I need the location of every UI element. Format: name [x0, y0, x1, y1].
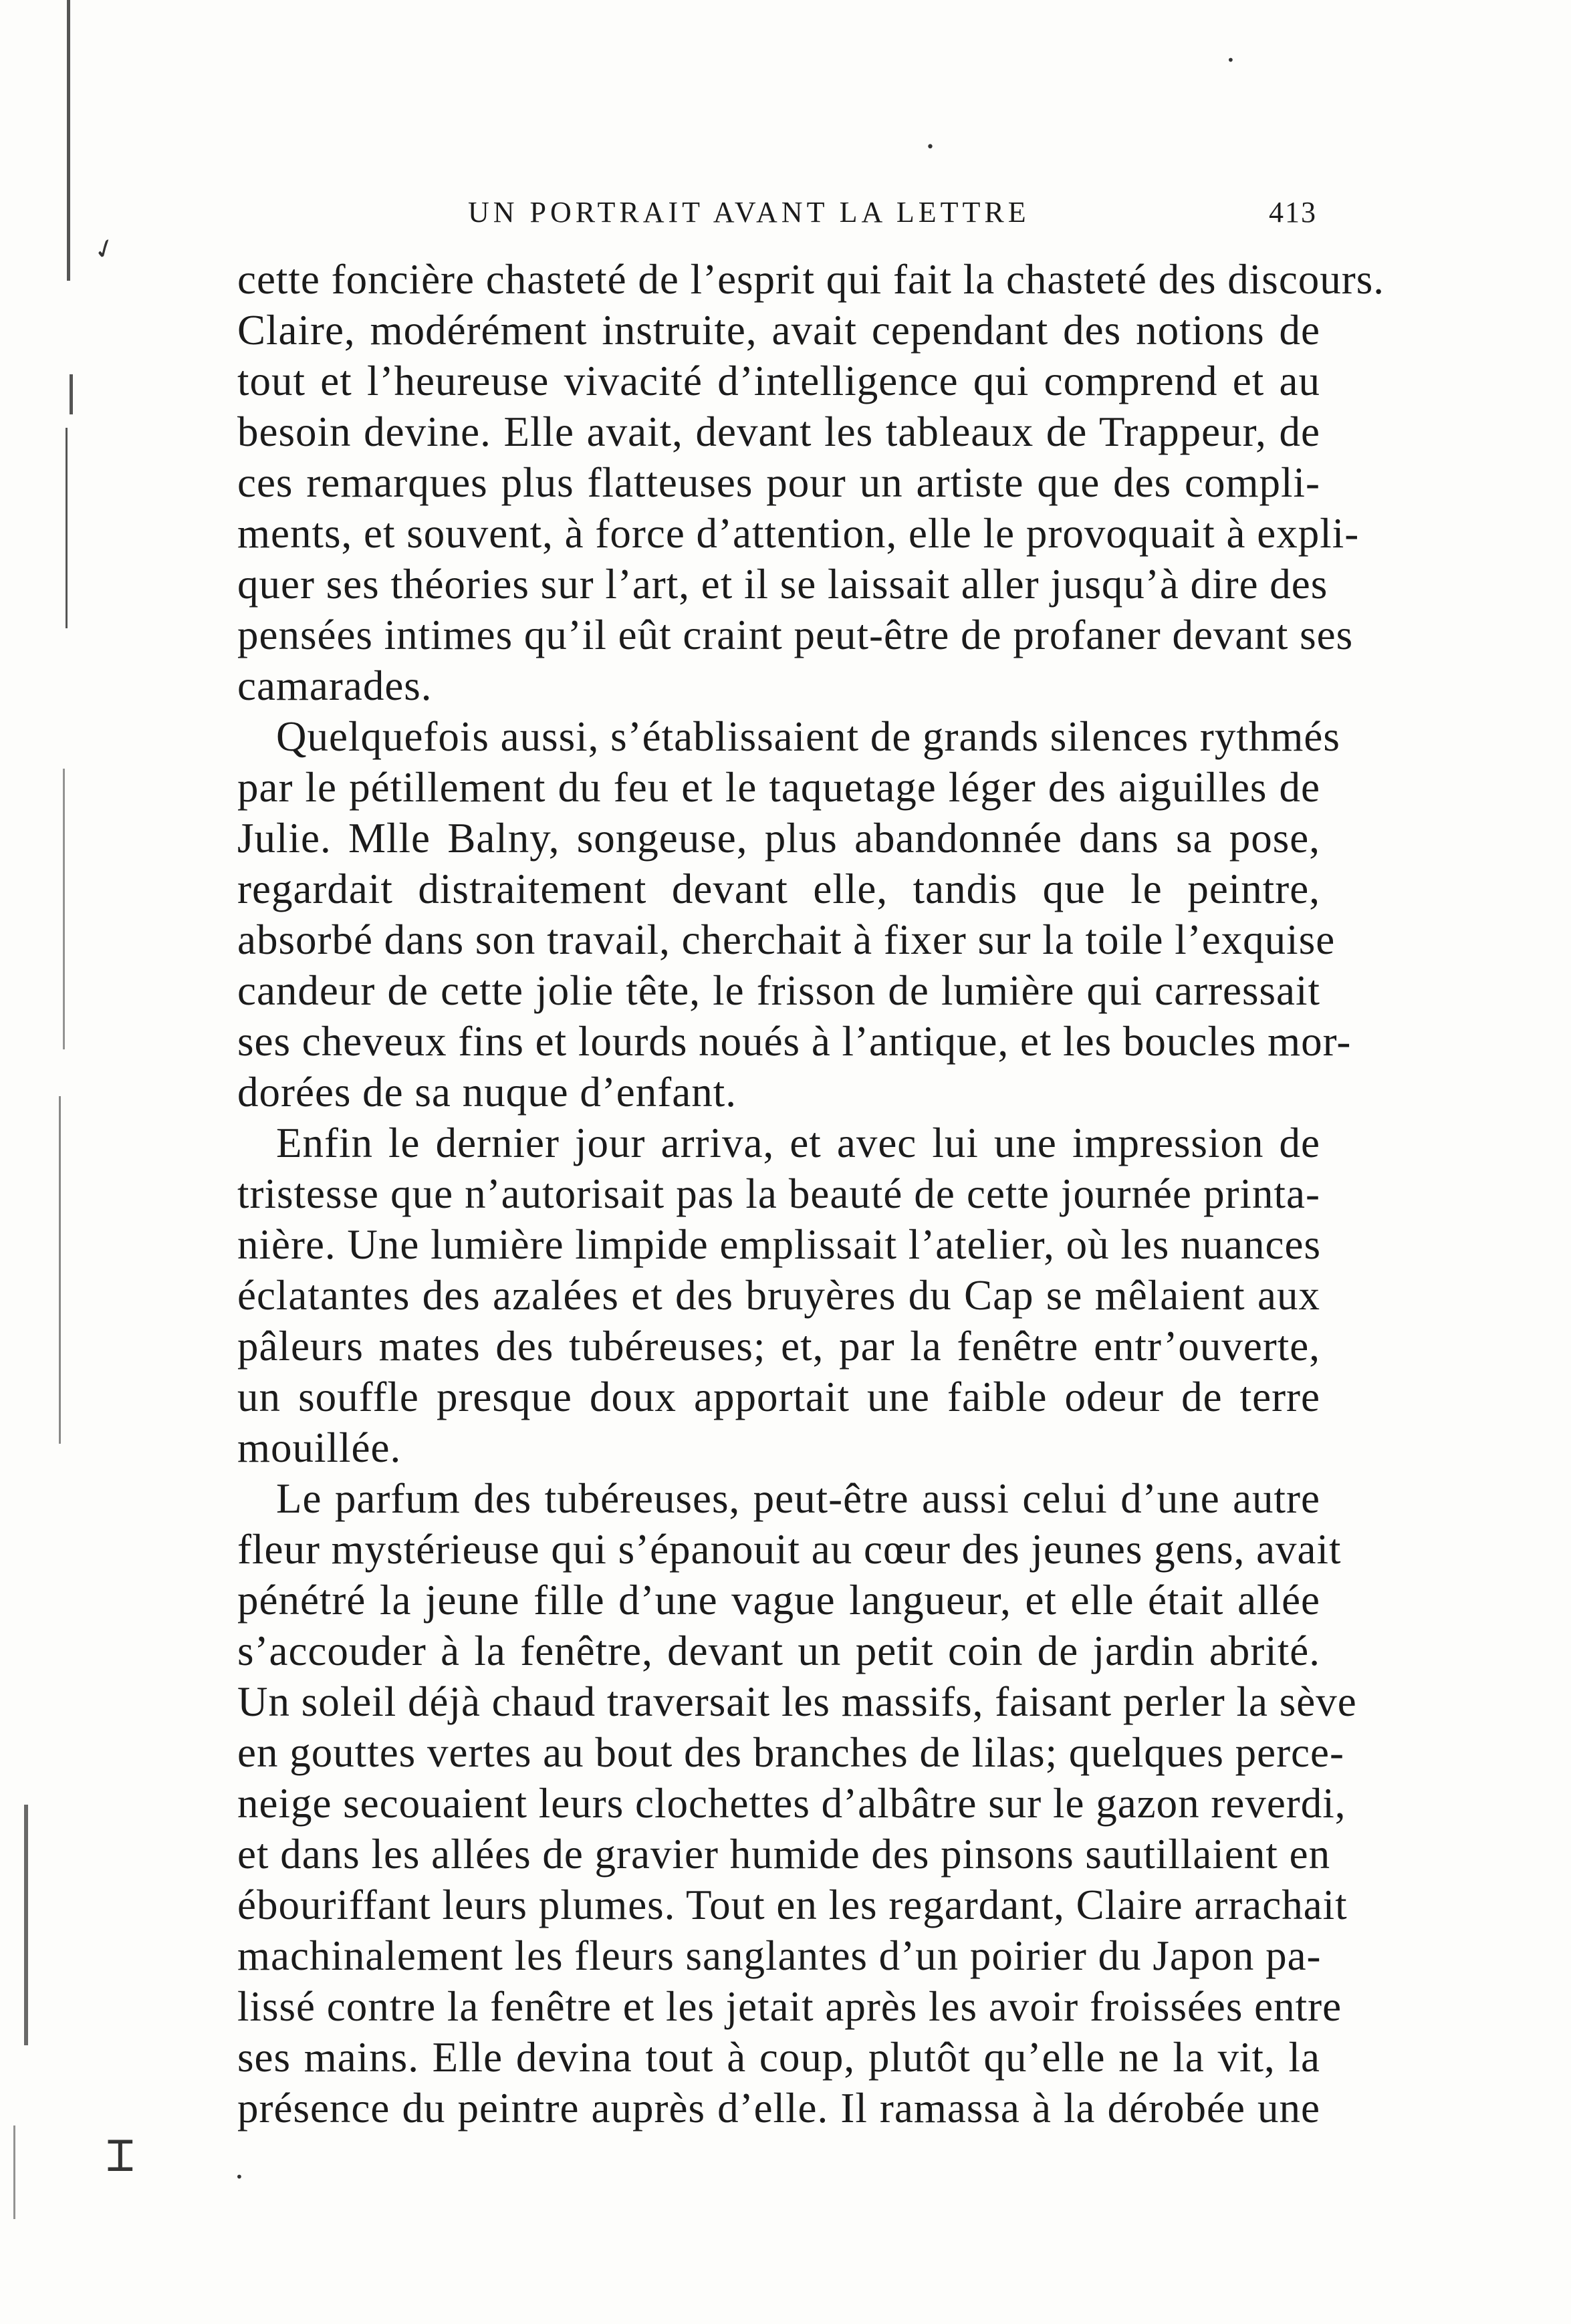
- scan-edge-line: [59, 1096, 61, 1444]
- running-header: [241, 188, 1317, 235]
- margin-dot: •: [1227, 52, 1235, 68]
- text-line: regardait distraitement devant elle, tandis que le peintre,: [237, 866, 1320, 912]
- margin-glyph: Ꮖ: [107, 2132, 136, 2182]
- text-line: ses mains. Elle devina tout à coup, plutôt qu’elle ne la vit, la: [237, 2034, 1320, 2081]
- text-line: nière. Une lumière limpide emplissait l’atelier, où les nuances: [237, 1221, 1321, 1268]
- margin-dot: •: [926, 139, 935, 156]
- text-line: mouillée.: [237, 1424, 402, 1471]
- text-line: ces remarques plus flatteuses pour un artiste que des compli-: [237, 459, 1320, 506]
- text-line: ments, et souvent, à force d’attention, elle le provoquait à expli-: [237, 510, 1360, 557]
- text-line: Quelquefois aussi, s’établissaient de grands silences rythmés: [276, 713, 1340, 760]
- margin-dot: •: [235, 2169, 243, 2185]
- scan-edge-line: [13, 2125, 15, 2219]
- text-line: quer ses théories sur l’art, et il se laissait aller jusqu’à dire des: [237, 561, 1328, 608]
- body-text: [237, 254, 1385, 2134]
- scan-edge-line: [63, 769, 65, 1049]
- page-number: 413: [1269, 196, 1317, 229]
- text-line: absorbé dans son travail, cherchait à fixer sur la toile l’exquise: [237, 916, 1336, 963]
- text-line: candeur de cette jolie tête, le frisson de lumière qui carressait: [237, 967, 1320, 1014]
- text-line: éclatantes des azalées et des bruyères du Cap se mêlaient aux: [237, 1272, 1320, 1319]
- scan-edge-line: [70, 374, 73, 414]
- text-line: fleur mystérieuse qui s’épanouit au cœur des jeunes gens, avait: [237, 1526, 1342, 1573]
- text-line: pensées intimes qu’il eût craint peut-être de profaner devant ses: [237, 612, 1354, 658]
- text-line: machinalement les fleurs sanglantes d’un poirier du Japon pa-: [237, 1932, 1322, 1979]
- text-line: dorées de sa nuque d’enfant.: [237, 1069, 737, 1116]
- scan-edge-line: [66, 428, 68, 628]
- text-line: pâleurs mates des tubéreuses; et, par la fenêtre entr’ouverte,: [237, 1323, 1320, 1370]
- margin-check-mark: ✓: [89, 231, 121, 268]
- scan-edge-line: [24, 1805, 28, 2045]
- text-line: neige secouaient leurs clochettes d’albâtre sur le gazon reverdi,: [237, 1780, 1346, 1827]
- text-line: un souffle presque doux apportait une faible odeur de terre: [237, 1374, 1320, 1420]
- text-line: camarades.: [237, 662, 433, 709]
- running-title: UN PORTRAIT AVANT LA LETTRE: [468, 196, 1030, 229]
- text-line: s’accouder à la fenêtre, devant un petit coin de jardin abrité.: [237, 1628, 1320, 1674]
- text-line: ses cheveux fins et lourds noués à l’antique, et les boucles mor-: [237, 1018, 1352, 1065]
- text-line: par le pétillement du feu et le taquetage léger des aiguilles de: [237, 764, 1320, 811]
- text-line: présence du peintre auprès d’elle. Il ramassa à la dérobée une: [237, 2085, 1320, 2132]
- text-line: en gouttes vertes au bout des branches de lilas; quelques perce-: [237, 1729, 1344, 1776]
- text-line: pénétré la jeune fille d’une vague langueur, et elle était allée: [237, 1577, 1320, 1624]
- text-line: tout et l’heureuse vivacité d’intelligence qui comprend et au: [237, 358, 1320, 404]
- text-line: lissé contre la fenêtre et les jetait après les avoir froissées entre: [237, 1983, 1342, 2030]
- text-line: Julie. Mlle Balny, songeuse, plus abandonnée dans sa pose,: [237, 815, 1320, 862]
- scan-edge-line: [67, 0, 70, 281]
- text-line: Claire, modérément instruite, avait cependant des notions de: [237, 307, 1320, 354]
- text-line: Enfin le dernier jour arriva, et avec lui une impression de: [276, 1120, 1320, 1166]
- text-line: et dans les allées de gravier humide des pinsons sautillaient en: [237, 1831, 1331, 1878]
- text-line: Un soleil déjà chaud traversait les massifs, faisant perler la sève: [237, 1678, 1357, 1725]
- text-line: cette foncière chasteté de l’esprit qui fait la chasteté des discours.: [237, 256, 1385, 303]
- text-line: Le parfum des tubéreuses, peut-être aussi celui d’une autre: [276, 1475, 1320, 1522]
- text-line: tristesse que n’autorisait pas la beauté de cette journée printa-: [237, 1170, 1320, 1217]
- text-line: besoin devine. Elle avait, devant les tableaux de Trappeur, de: [237, 408, 1320, 455]
- text-line: ébouriffant leurs plumes. Tout en les regardant, Claire arrachait: [237, 1882, 1348, 1928]
